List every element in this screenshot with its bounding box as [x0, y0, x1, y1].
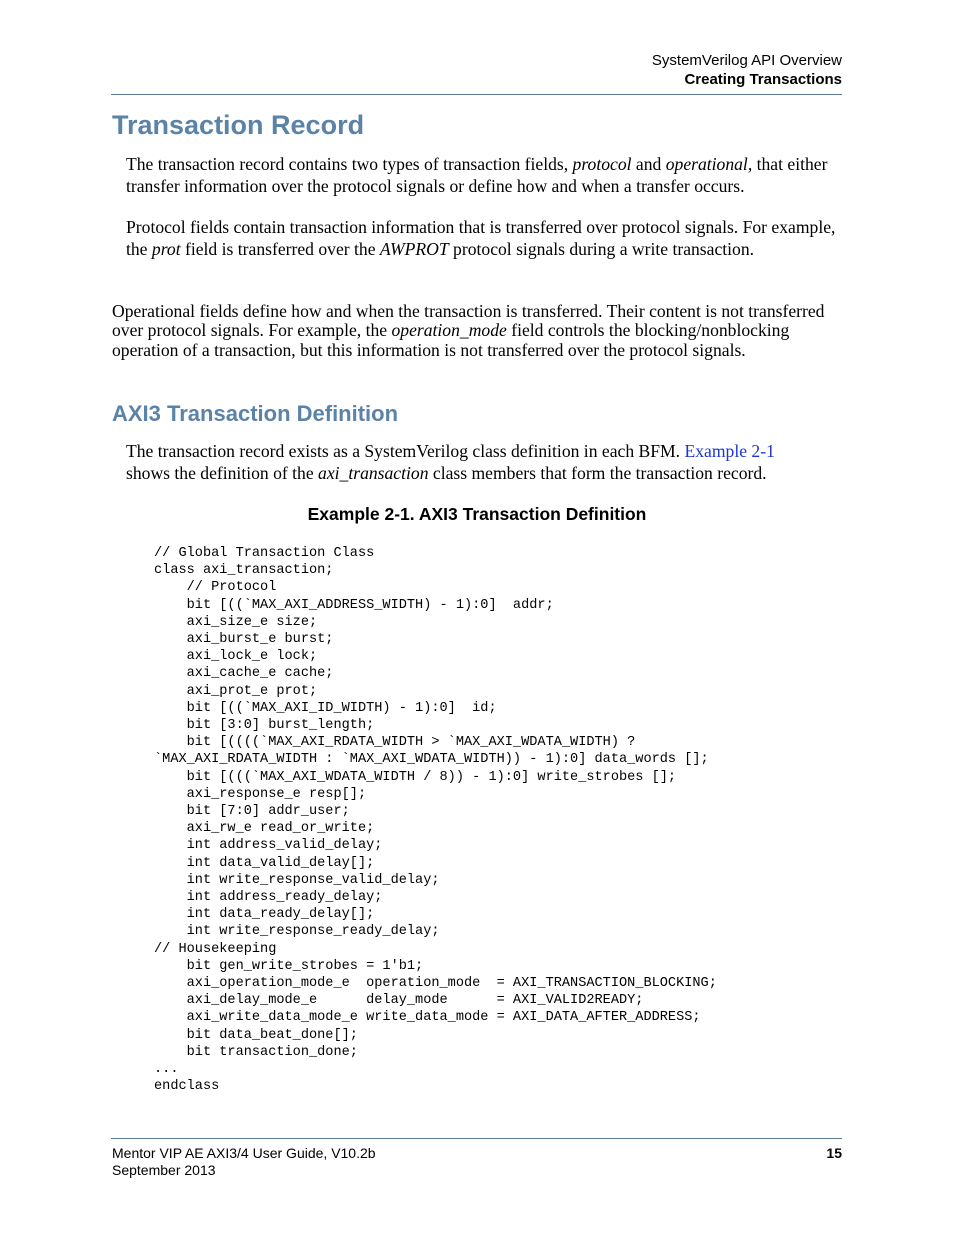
page-number: 15: [826, 1145, 842, 1161]
code-line: bit [(((`MAX_AXI_WDATA_WIDTH / 8)) - 1):0] write_strobes [];: [154, 769, 677, 785]
code-line: axi_response_e resp[];: [154, 786, 367, 802]
code-line: // Housekeeping: [154, 941, 277, 957]
code-line: axi_prot_e prot;: [154, 683, 318, 699]
header-divider: [111, 94, 842, 95]
footer-guide-title: Mentor VIP AE AXI3/4 User Guide, V10.2b: [112, 1145, 376, 1161]
code-line: axi_cache_e cache;: [154, 666, 334, 682]
page-title: Transaction Record: [112, 110, 365, 140]
code-line: bit [((((`MAX_AXI_RDATA_WIDTH > `MAX_AXI_WDATA_WIDTH) ?: [154, 735, 636, 751]
code-line: // Global Transaction Class: [154, 546, 375, 561]
code-line: axi_operation_mode_e operation_mode = AXI_TRANSACTION_BLOCKING;: [154, 976, 717, 992]
code-line: int address_valid_delay;: [154, 838, 383, 854]
code-block: [154, 545, 717, 1096]
code-line: axi_lock_e lock;: [154, 649, 318, 665]
header-chapter-title: Creating Transactions: [684, 71, 842, 88]
example-title: Example 2-1. AXI3 Transaction Definition: [307, 504, 647, 524]
code-line: int write_response_ready_delay;: [154, 924, 440, 940]
definition-paragraph: The transaction record exists as a SystemVerilog class definition in each BFM. Example 2-1 shows the definition of the axi_transaction class members that form the transaction record.: [126, 441, 775, 483]
code-line: int data_ready_delay[];: [154, 907, 375, 923]
code-line: axi_write_data_mode_e write_data_mode = AXI_DATA_AFTER_ADDRESS;: [154, 1010, 701, 1026]
example-link[interactable]: Example 2-1: [684, 441, 775, 461]
code-line: endclass: [154, 1079, 220, 1095]
code-line: int write_response_valid_delay;: [154, 872, 440, 888]
footer-date: September 2013: [112, 1162, 216, 1178]
code-line: bit transaction_done;: [154, 1044, 358, 1060]
code-line: bit [3:0] burst_length;: [154, 718, 375, 734]
code-line: // Protocol: [154, 580, 277, 596]
code-line: bit [7:0] addr_user;: [154, 804, 350, 820]
code-line: ...: [154, 1062, 179, 1078]
header-section-title: SystemVerilog API Overview: [651, 52, 842, 69]
code-line: class axi_transaction;: [154, 563, 334, 579]
code-line: axi_rw_e read_or_write;: [154, 821, 375, 837]
footer-divider: [111, 1138, 842, 1139]
code-line: axi_burst_e burst;: [154, 632, 334, 648]
code-line: `MAX_AXI_RDATA_WIDTH : `MAX_AXI_WDATA_WIDTH)) - 1):0] data_words [];: [154, 752, 709, 768]
code-line: axi_delay_mode_e delay_mode = AXI_VALID2READY;: [154, 993, 644, 1009]
code-line: bit [((`MAX_AXI_ID_WIDTH) - 1):0] id;: [154, 700, 497, 716]
code-line: bit [((`MAX_AXI_ADDRESS_WIDTH) - 1):0] addr;: [154, 597, 554, 613]
code-line: axi_size_e size;: [154, 614, 318, 630]
protocol-fields-paragraph: Protocol fields contain transaction information that is transferred over protocol signals. For example, the prot field is transferred over the AWPROT protocol signals during a write transaction.: [126, 217, 836, 259]
code-line: bit data_beat_done[];: [154, 1027, 358, 1043]
section-subtitle: AXI3 Transaction Definition: [112, 401, 399, 426]
operational-fields-paragraph: Operational fields define how and when the transaction is transferred. Their content is not transferred over protocol signals. For example, the operation_mode field controls the blocking/nonblocking operation of a transaction, but this information is not transferred over the protocol signals.: [112, 301, 825, 360]
code-line: int address_ready_delay;: [154, 890, 383, 906]
code-line: int data_valid_delay[];: [154, 855, 375, 871]
code-line: bit gen_write_strobes = 1'b1;: [154, 958, 424, 974]
intro-paragraph: The transaction record contains two types of transaction fields, protocol and operational, that either transfer information over the protocol signals or define how and when a transfer occurs.: [126, 154, 828, 196]
